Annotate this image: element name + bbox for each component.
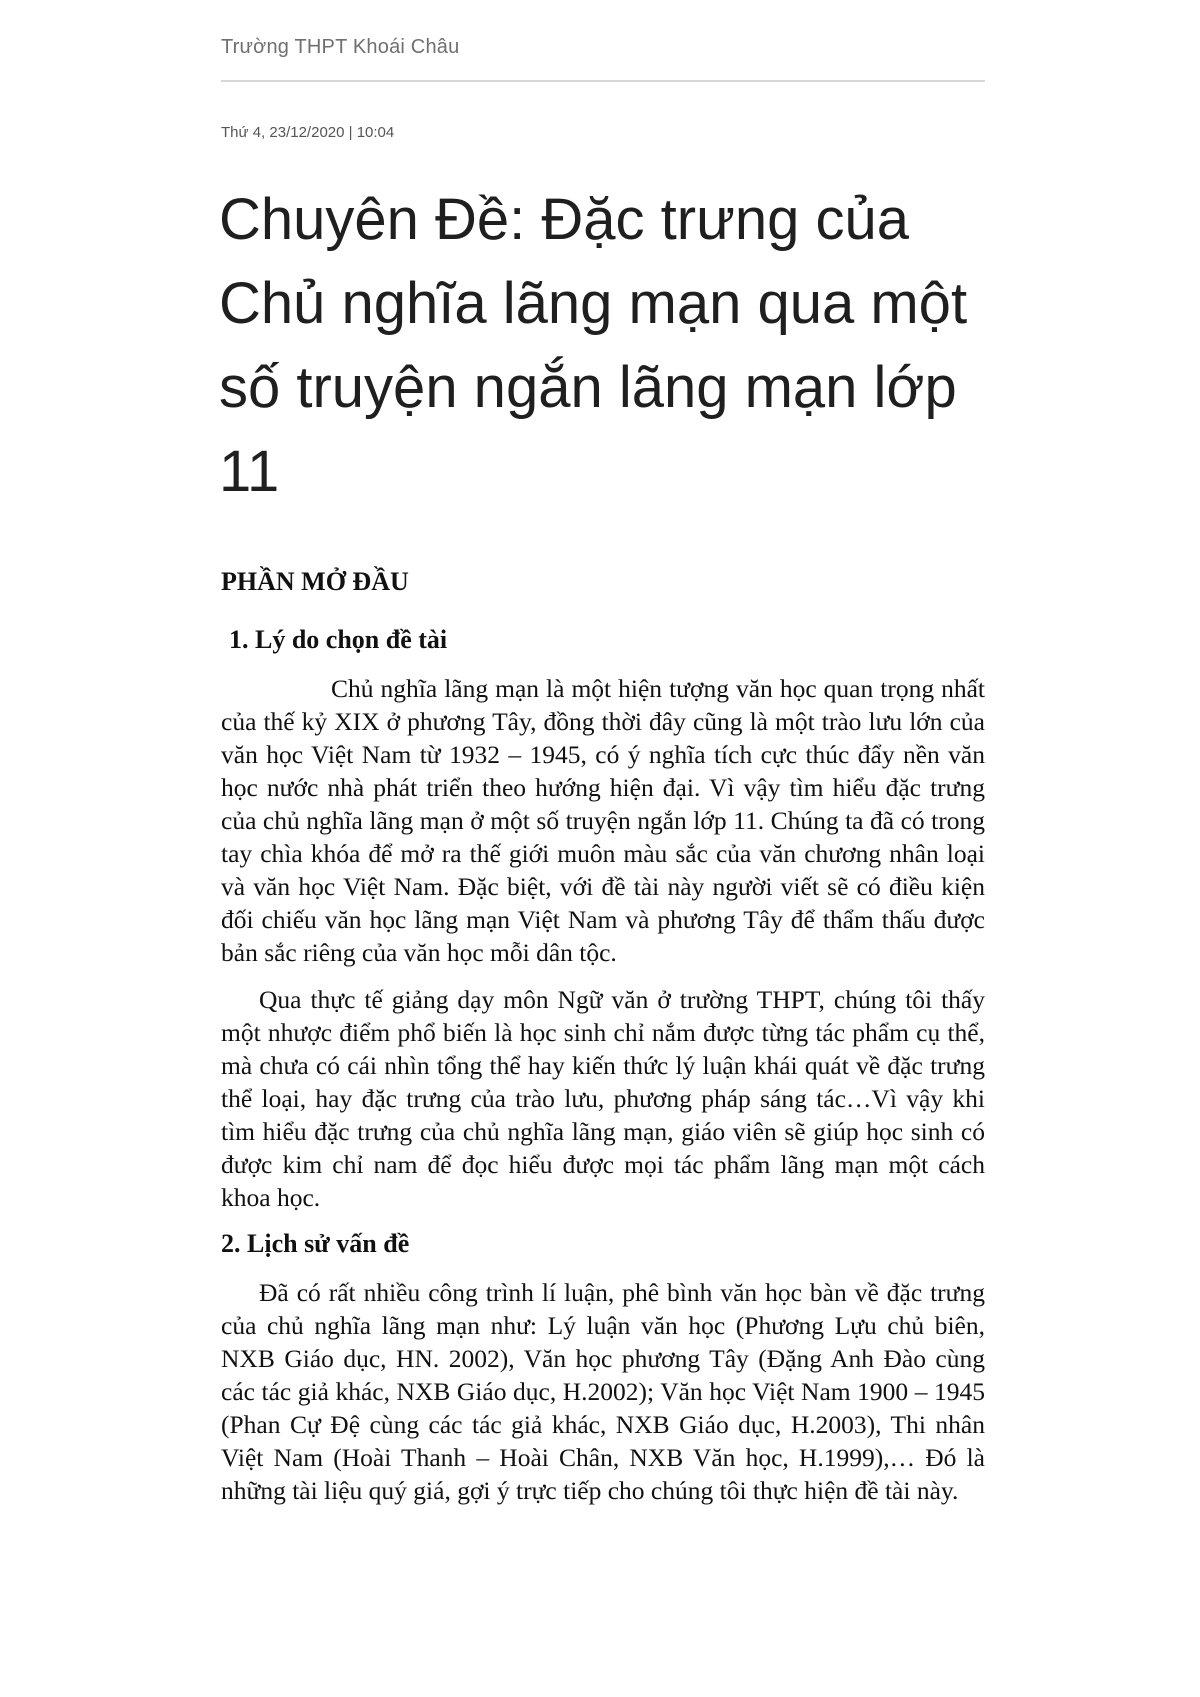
- paragraph: Đã có rất nhiều công trình lí luận, phê bình văn học bàn về đặc trưng của chủ nghĩa lãng mạn như: Lý luận văn học (Phương Lựu chủ biên, NXB Giáo dục, HN. 2002), Văn học phương Tây (Đặng Anh Đào cùng các tác giả khác, NXB Giáo dục, H.2002); Văn học Việt Nam 1900 – 1945 (Phan Cự Đệ cùng các tác giả khác, NXB Giáo dục, H.2003), Thi nhân Việt Nam (Hoài Thanh – Hoài Chân, NXB Văn học, H.1999),… Đó là những tài liệu quý giá, gợi ý trực tiếp cho chúng tôi thực hiện đề tài này.: [221, 1278, 985, 1505]
- page-title: Chuyên Đề: Đặc trưng của Chủ nghĩa lãng mạn qua một số truyện ngắn lãng mạn lớp 11: [219, 187, 968, 504]
- paragraph: Chủ nghĩa lãng mạn là một hiện tượng văn học quan trọng nhất của thế kỷ XIX ở phương Tây, đồng thời đây cũng là một trào lưu lớn của văn học Việt Nam từ 1932 – 1945, có ý nghĩa tích cực thúc đẩy nền văn học nước nhà phát triển theo hướng hiện đại. Vì vậy tìm hiểu đặc trưng của chủ nghĩa lãng mạn ở một số truyện ngắn lớp 11. Chúng ta đã có trong tay chìa khóa để mở ra thế giới muôn màu sắc của văn chương nhân loại và văn học Việt Nam. Đặc biệt, với đề tài này người viết sẽ có điều kiện đối chiếu văn học lãng mạn Việt Nam và phương Tây để thẩm thấu được bản sắc riêng của văn học mỗi dân tộc.: [221, 674, 985, 967]
- paragraph: Qua thực tế giảng dạy môn Ngữ văn ở trường THPT, chúng tôi thấy một nhược điểm phổ biến là học sinh chỉ nắm được từng tác phẩm cụ thể, mà chưa có cái nhìn tổng thể hay kiến thức lý luận khái quát về đặc trưng thể loại, hay đặc trưng của trào lưu, phương pháp sáng tác…Vì vậy khi tìm hiểu đặc trưng của chủ nghĩa lãng mạn, giáo viên sẽ giúp học sinh có được kim chỉ nam để đọc hiểu được mọi tác phẩm lãng mạn một cách khoa học.: [221, 985, 985, 1212]
- post-date: Thứ 4, 23/12/2020 | 10:04: [221, 124, 395, 141]
- section-heading-history: 2. Lịch sử vấn đề: [221, 1229, 410, 1258]
- section-heading-reason: 1. Lý do chọn đề tài: [229, 625, 448, 654]
- header-divider: [221, 80, 985, 82]
- section-heading-intro: PHẦN MỞ ĐẦU: [221, 567, 409, 596]
- article-body: [221, 566, 985, 1521]
- site-name[interactable]: Trường THPT Khoái Châu: [221, 36, 460, 58]
